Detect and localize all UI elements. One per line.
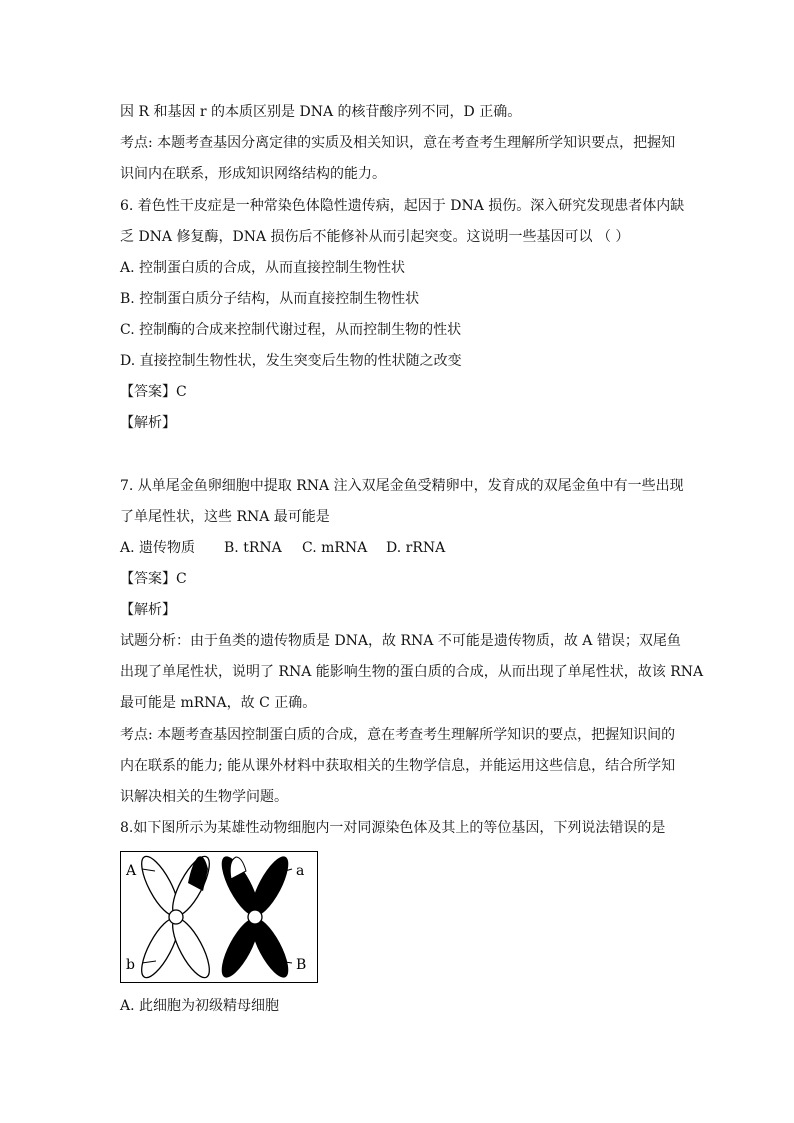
question-7-analysis: 出现了单尾性状，说明了 RNA 能影响生物的蛋白质的合成，从而出现了单尾性状，故该 RNA bbox=[120, 664, 704, 680]
question-7-key-point: 考点: 本题考查基因控制蛋白质的合成，意在考查考生理解所学知识的要点，把握知识间的 bbox=[120, 727, 676, 743]
question-7-explanation-heading: 【解析】 bbox=[120, 602, 176, 618]
question-6-explanation-heading: 【解析】 bbox=[120, 415, 176, 431]
question-7-stem: 7. 从单尾金鱼卵细胞中提取 RNA 注入双尾金鱼受精卵中，发育成的双尾金鱼中有一些出现 bbox=[120, 478, 684, 494]
question-7-option-a: A. 遗传物质 bbox=[120, 540, 196, 556]
gene-label-a: a bbox=[296, 863, 305, 879]
gene-label-B: B bbox=[296, 957, 307, 973]
question-8-option-a: A. 此细胞为初级精母细胞 bbox=[120, 998, 280, 1014]
question-6-option-b: B. 控制蛋白质分子结构，从而直接控制生物性状 bbox=[120, 291, 420, 307]
gene-label-b: b bbox=[126, 957, 135, 973]
question-7-answer: 【答案】C bbox=[120, 571, 187, 587]
question-6-option-d: D. 直接控制生物性状，发生突变后生物的性状随之改变 bbox=[120, 353, 462, 369]
question-7-analysis: 试题分析：由于鱼类的遗传物质是 DNA，故 RNA 不可能是遗传物质，故 A 错误；双尾鱼 bbox=[120, 633, 681, 649]
question-7-analysis: 最可能是 mRNA，故 C 正确。 bbox=[120, 695, 317, 711]
gene-label-A: A bbox=[126, 863, 137, 879]
question-7-stem: 了单尾性状，这些 RNA 最可能是 bbox=[120, 509, 330, 525]
chromosome-diagram bbox=[120, 851, 318, 983]
question-7-option-c: C. mRNA bbox=[302, 540, 368, 556]
question-7-key-point: 内在联系的能力; 能从课外材料中获取相关的生物学信息，并能运用这些信息，结合所学知 bbox=[120, 758, 676, 774]
question-6-stem: 6. 着色性干皮症是一种常染色体隐性遗传病，起因于 DNA 损伤。深入研究发现患者体内缺 bbox=[120, 198, 685, 214]
text-line: 识间内在联系，形成知识网络结构的能力。 bbox=[120, 166, 386, 182]
question-7-option-b: B. tRNA bbox=[224, 540, 282, 556]
question-7-key-point: 识解决相关的生物学问题。 bbox=[120, 789, 288, 805]
question-6-stem: 乏 DNA 修复酶，DNA 损伤后不能修补从而引起突变。这说明一些基因可以 （ ） bbox=[120, 229, 630, 245]
text-line: 因 R 和基因 r 的本质区别是 DNA 的核苷酸序列不同，D 正确。 bbox=[120, 104, 522, 120]
question-6-option-a: A. 控制蛋白质的合成，从而直接控制生物性状 bbox=[120, 260, 406, 276]
question-6-option-c: C. 控制酶的合成来控制代谢过程，从而控制生物的性状 bbox=[120, 322, 462, 338]
homologous-chromosomes-figure bbox=[120, 851, 318, 983]
question-7-option-d: D. rRNA bbox=[386, 540, 446, 556]
question-6-answer: 【答案】C bbox=[120, 384, 187, 400]
text-line: 考点: 本题考查基因分离定律的实质及相关知识，意在考查考生理解所学知识要点，把握知 bbox=[120, 135, 676, 151]
question-8-stem: 8.如下图所示为某雄性动物细胞内一对同源染色体及其上的等位基因，下列说法错误的是 bbox=[120, 820, 666, 836]
